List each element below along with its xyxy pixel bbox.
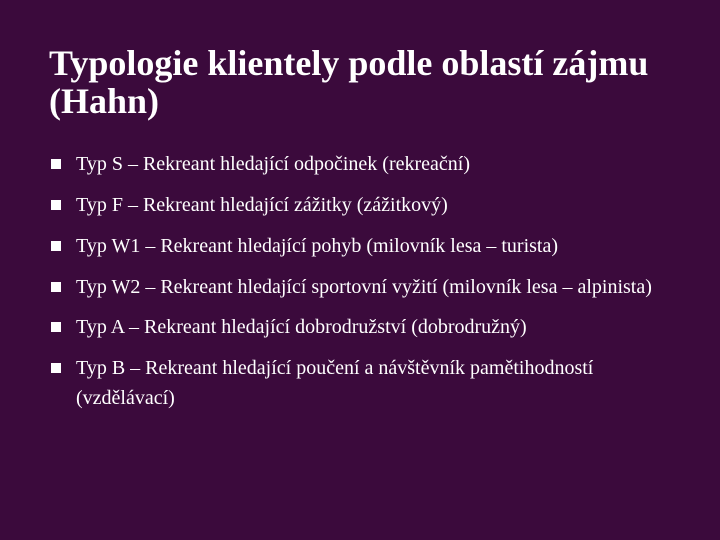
list-item	[51, 190, 691, 220]
slide-title: Typologie klientely podle oblastí zájmu (Hahn)	[49, 43, 649, 121]
square-bullet-icon	[51, 363, 61, 373]
square-bullet-icon	[51, 282, 61, 292]
bullet-text: Typ W1 – Rekreant hledající pohyb (milovník lesa – turista)	[76, 235, 559, 257]
list-item	[51, 272, 691, 302]
list-item	[51, 231, 691, 261]
bullet-text: Typ B – Rekreant hledající poučení a návštěvník pamětihodností (vzdělávací)	[76, 357, 594, 409]
square-bullet-icon	[51, 241, 61, 251]
bullet-text: Typ S – Rekreant hledající odpočinek (rekreační)	[76, 153, 471, 175]
list-item	[51, 353, 691, 413]
square-bullet-icon	[51, 159, 61, 169]
list-item	[51, 312, 691, 342]
bullet-text: Typ W2 – Rekreant hledající sportovní vyžití (milovník lesa – alpinista)	[76, 276, 652, 298]
bullet-text: Typ F – Rekreant hledající zážitky (zážitkový)	[76, 194, 448, 216]
square-bullet-icon	[51, 200, 61, 210]
bullet-list	[51, 149, 691, 413]
bullet-text: Typ A – Rekreant hledající dobrodružství (dobrodružný)	[76, 316, 527, 338]
square-bullet-icon	[51, 322, 61, 332]
list-item	[51, 149, 691, 179]
